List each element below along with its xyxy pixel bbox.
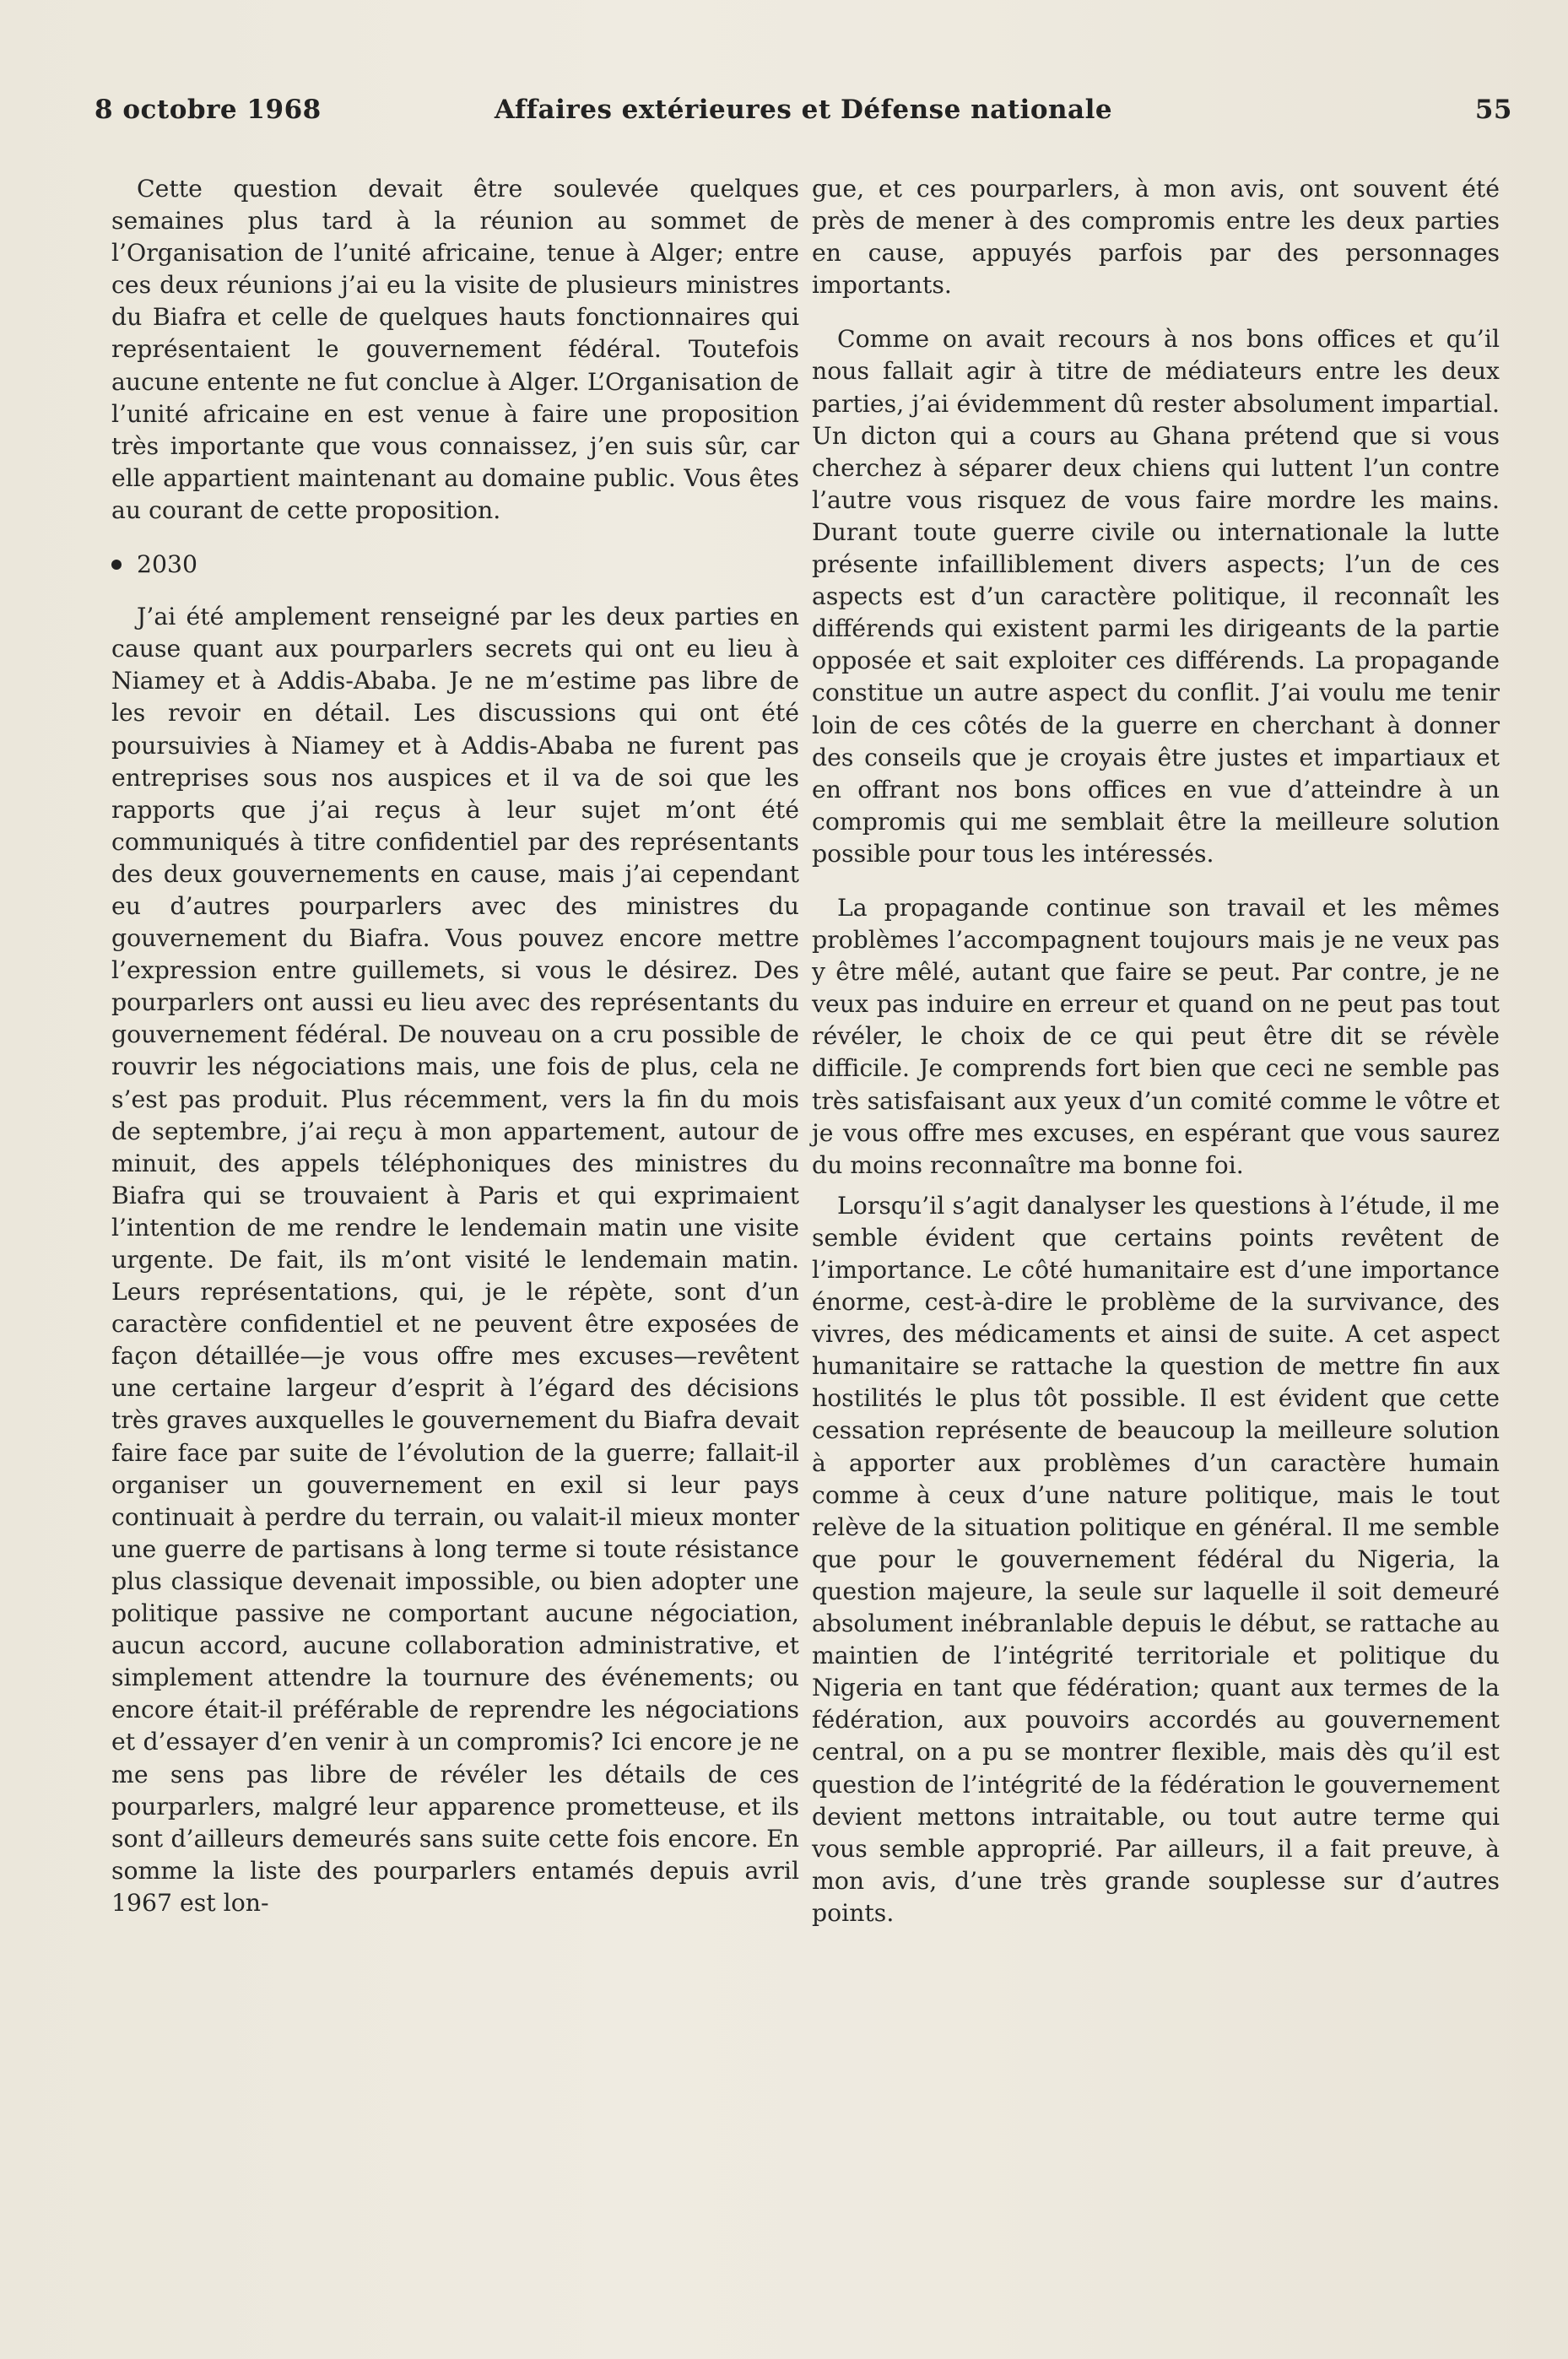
left-paragraph-2: J’ai été amplement renseigné par les deux parties en cause quant aux pourparlers secrets qui ont eu lieu à Niamey et à Addis-Ababa. Je ne m’estime pas libre de les revoir en détail. Les discussions qui ont été poursuivies à Niamey et à Addis-Ababa ne furent pas entreprises sous nos auspices et il va de soi que les rapports que j’ai reçus à leur sujet m’ont été communiqués à titre confidentiel par des représentants des deux gouvernements en cause, mais j’ai cependant eu d’autres pourparlers avec des ministres du gouvernement du Biafra. Vous pouvez encore mettre l’expression entre guillemets, si vous le désirez. Des pourparlers ont aussi eu lieu avec des représentants du gouvernement fédéral. De nouveau on a cru possible de rouvrir les négociations mais, une fois de plus, cela ne s’est pas produit. Plus récemment, vers la fin du mois de septembre, j’ai reçu à mon appartement, autour de minuit, des appels téléphoniques des ministres du Biafra qui se trouvaient à Paris et qui exprimaient l’intention de me rendre le lendemain matin une visite urgente. De fait, ils m’ont visité le lendemain matin. Leurs représentations, qui, je le répète, sont d’un caractère confidentiel et ne peuvent être exposées de façon détaillée—je vous offre mes excuses—revêtent une certaine largeur d’esprit à l’égard des décisions très graves auxquelles le gouvernement du Biafra devait faire face par suite de l’évolution de la guerre; fallait-il organiser un gouvernement en exil si leur pays continuait à perdre du terrain, ou valait-il mieux monter une guerre de partisans à long terme si toute résistance plus classique devenait impossible, ou bien adopter une politique passive ne comportant aucune négociation, aucun accord, aucune collaboration administrative, et simplement attendre la tournure des événements; ou encore était-il préférable de reprendre les négociations et d’essayer d’en venir à un compromis? Ici encore je ne me sens pas libre de révéler les détails de ces pourparlers, malgré leur apparence prometteuse, et ils sont d’ailleurs demeurés sans suite cette fois encore. En somme la liste des pourparlers entamés depuis avril 1967 est lon- (111, 603, 799, 1917)
page-number: 55 (1474, 95, 1512, 125)
right-paragraph-3: La propagande continue son travail et les mêmes problèmes l’accompagnent toujours mais je ne veux pas y être mêlé, autant que faire se peut. Par contre, je ne veux pas induire en erreur et quand on ne peut pas tout révéler, le choix de ce qui peut être dit se révèle difficile. Je comprends fort bien que ceci ne semble pas très satisfaisant aux yeux d’un comité comme le vôtre et je vous offre mes excuses, en espérant que vous saurez du moins reconnaître ma bonne foi. (812, 893, 1500, 1179)
page-header (95, 95, 1512, 137)
right-paragraph-2: Comme on avait recours à nos bons offices et qu’il nous fallait agir à titre de médiateurs entre les deux parties, j’ai évidemment dû rester absolument impartial. Un dicton qui a cours au Ghana prétend que si vous cherchez à séparer deux chiens qui luttent l’un contre l’autre vous risquez de vous faire mordre les mains. Durant toute guerre civile ou internationale la lutte présente infailliblement divers aspects; l’un de ces aspects est d’un caractère politique, il reconnaît les différends qui existent parmi les dirigeants de la partie opposée et sait exploiter ces différends. La propagande constitue un autre aspect du conflit. J’ai voulu me tenir loin de ces côtés de la guerre en cherchant à donner des conseils que je croyais être justes et impartiaux et en offrant nos bons offices en vue d’atteindre à un compromis qui me semblait être la meilleure solution possible pour tous les intéressés. (812, 325, 1500, 868)
section-marker (111, 549, 799, 581)
right-column (812, 173, 1500, 1929)
header-title: Affaires extérieures et Défense nationale (494, 95, 1113, 125)
right-paragraph-1: gue, et ces pourparlers, à mon avis, ont souvent été près de mener à des compromis entre les deux parties en cause, appuyés parfois par des personnages importants. (812, 175, 1500, 300)
right-paragraph-4: Lorsqu’il s’agit danalyser les questions à l’étude, il me semble évident que certains points revêtent de l’importance. Le côté humanitaire est d’une importance énorme, cest-à-dire le problème de la survivance, des vivres, des médicaments et ainsi de suite. A cet aspect humanitaire se rattache la question de mettre fin aux hostilités le plus tôt possible. Il est évident que cette cessation représente de beaucoup la meilleure solution à apporter aux problèmes d’un caractère humain comme à ceux d’une nature politique, mais le tout relève de la situation politique en général. Il me semble que pour le gouvernement fédéral du Nigeria, la question majeure, la seule sur laquelle il soit demeuré absolument inébranlable depuis le début, se rattache au maintien de l’intégrité territoriale et politique du Nigeria en tant que fédération; quant aux termes de la fédération, aux pouvoirs accordés au gouvernement central, on a pu se montrer flexible, mais dès qu’il est question de l’intégrité de la fédération le gouvernement devient mettons intraitable, ou tout autre terme qui vous semble approprié. Par ailleurs, il a fait preuve, à mon avis, d’une très grande souplesse sur d’autres points. (812, 1191, 1500, 1927)
bullet-icon (111, 560, 122, 570)
left-paragraph-1: Cette question devait être soulevée quelques semaines plus tard à la réunion au sommet de l’Organisation de l’unité africaine, tenue à Alger; entre ces deux réunions j’ai eu la visite de plusieurs ministres du Biafra et celle de quelques hauts fonctionnaires qui représentaient le gouvernement fédéral. Toutefois aucune entente ne fut conclue à Alger. L’Organisation de l’unité africaine en est venue à faire une proposition très importante que vous connaissez, j’en suis sûr, car elle appartient maintenant au domaine public. Vous êtes au courant de cette proposition. (111, 175, 799, 524)
left-column (111, 173, 799, 1919)
header-date: 8 octobre 1968 (95, 95, 322, 125)
section-number: 2030 (137, 550, 198, 579)
